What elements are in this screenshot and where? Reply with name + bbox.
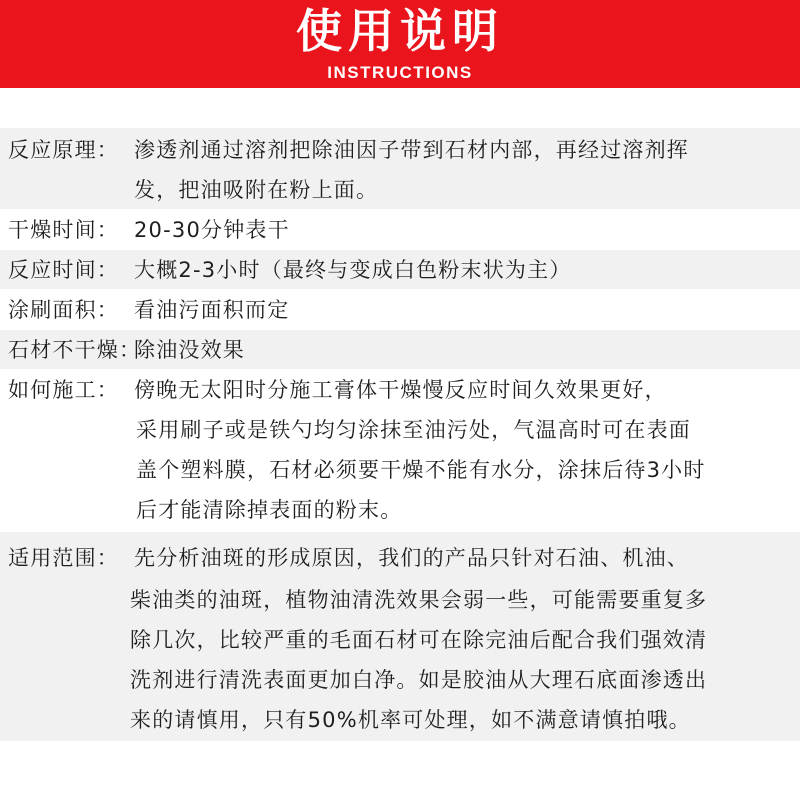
row-text-line: 盖个塑料膜，石材必须要干燥不能有水分，涂抹后待3小时 (136, 458, 706, 482)
row-text-line: 来的请慎用，只有50%机率可处理，如不满意请慎拍哦。 (130, 708, 691, 732)
row-text-line: 渗透剂通过溶剂把除油因子带到石材内部，再经过溶剂挥 (134, 138, 689, 162)
instruction-row-coverage (0, 290, 800, 330)
row-text-line: 20-30分钟表干 (134, 218, 290, 242)
instruction-row-application (0, 370, 800, 532)
instructions-list (0, 128, 800, 742)
page-title: 使用说明 (296, 4, 504, 58)
instruction-row-reaction-time (0, 250, 800, 290)
row-text-line: 大概2-3小时（最终与变成白色粉末状为主） (134, 258, 572, 282)
row-text-line: 傍晚无太阳时分施工膏体干燥慢反应时间久效果更好， (134, 378, 667, 402)
instruction-row-stone-wet (0, 330, 800, 370)
row-label: 干燥时间： (8, 218, 119, 242)
row-text-line: 采用刷子或是铁勺均匀涂抹至油污处，气温高时可在表面 (136, 418, 691, 442)
row-label: 石材不干燥： (8, 338, 142, 362)
instruction-row-dry-time (0, 210, 800, 250)
page-subtitle: INSTRUCTIONS (327, 63, 473, 82)
row-label: 涂刷面积： (8, 298, 119, 322)
row-text-line: 后才能清除掉表面的粉末。 (136, 498, 403, 522)
row-text-line: 除几次，比较严重的毛面石材可在除完油后配合我们强效清 (130, 628, 708, 652)
row-text-line: 柴油类的油斑，植物油清洗效果会弱一些，可能需要重复多 (130, 588, 708, 612)
row-label: 如何施工： (8, 378, 119, 402)
row-text-line: 先分析油斑的形成原因，我们的产品只针对石油、机油、 (134, 546, 689, 570)
row-label: 适用范围： (8, 546, 119, 570)
row-text-line: 发，把油吸附在粉上面。 (134, 178, 379, 202)
instruction-row-principle (0, 128, 800, 210)
header-banner (0, 0, 800, 88)
row-text-line: 洗剂进行清洗表面更加白净。如是胶油从大理石底面渗透出 (130, 668, 708, 692)
row-text-line: 除油没效果 (134, 338, 245, 362)
row-label: 反应原理： (8, 138, 119, 162)
row-label: 反应时间： (8, 258, 119, 282)
row-text-line: 看油污面积而定 (134, 298, 290, 322)
instruction-row-scope (0, 532, 800, 742)
